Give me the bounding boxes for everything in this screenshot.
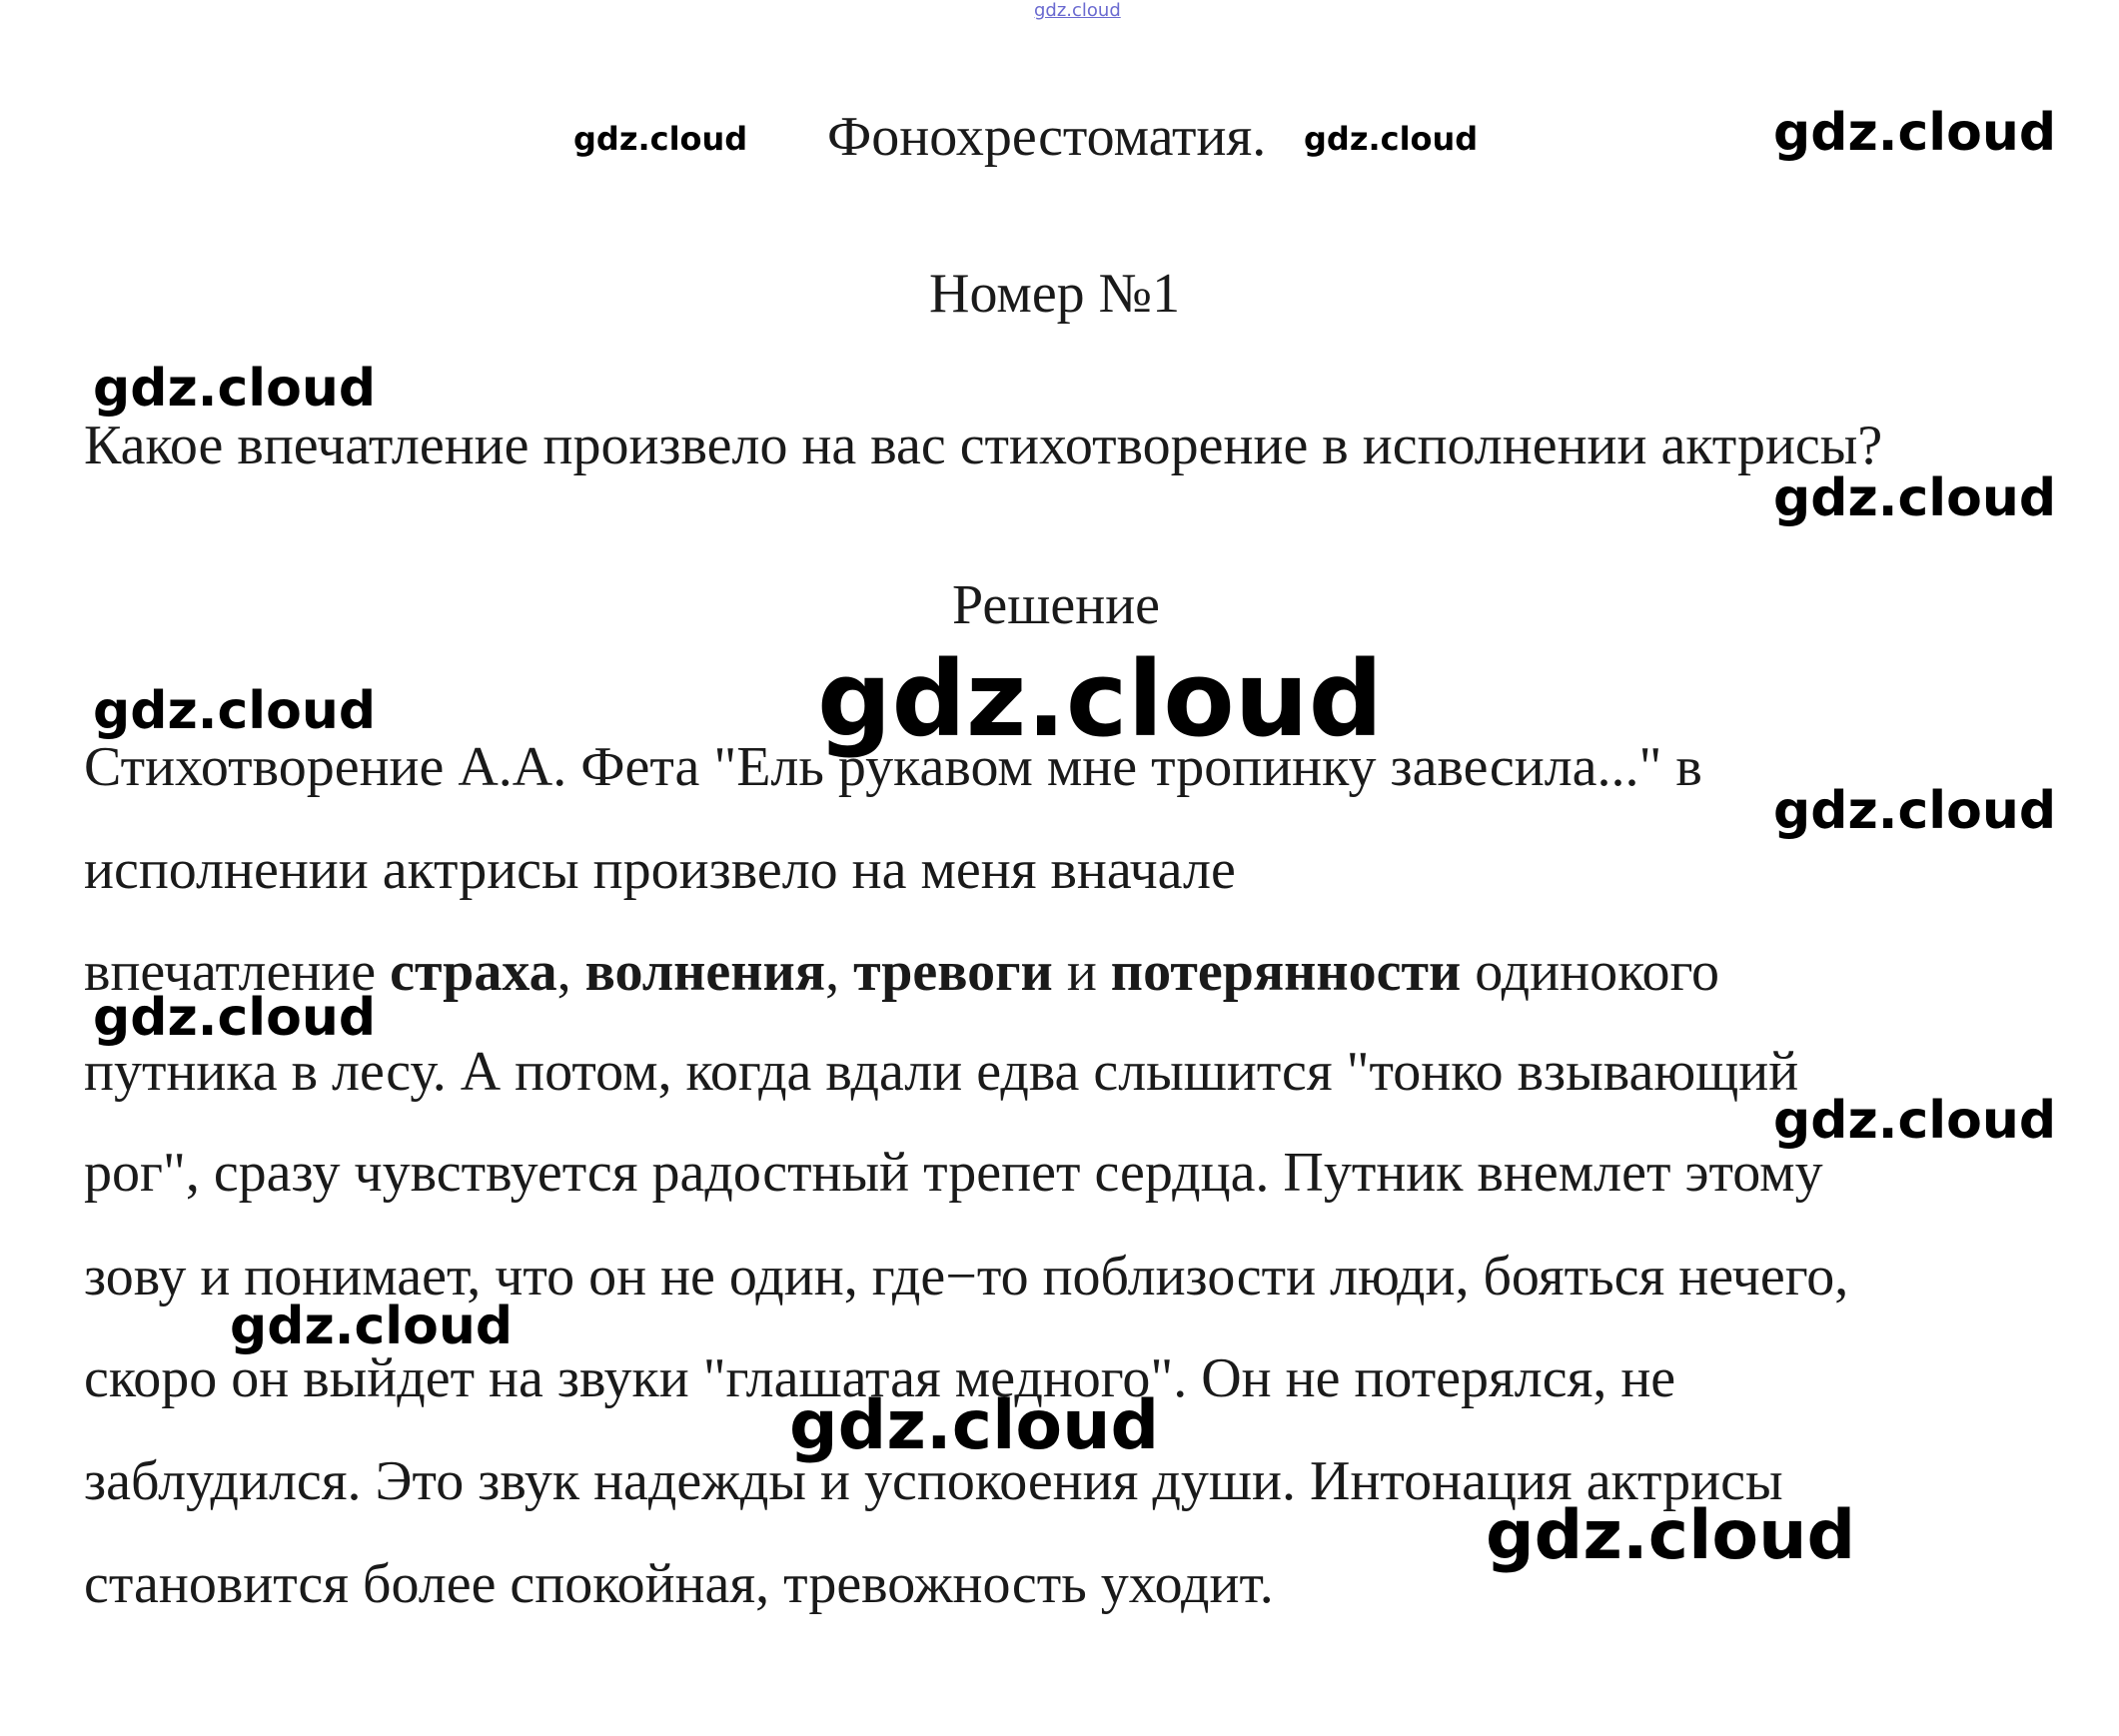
answer-text: , xyxy=(556,941,585,1003)
watermark: gdz.cloud xyxy=(1773,468,2057,528)
bold-word: потерянности xyxy=(1110,941,1462,1003)
watermark: gdz.cloud xyxy=(1486,1496,1856,1575)
solution-heading: Решение xyxy=(952,574,1161,636)
watermark: gdz.cloud xyxy=(1773,1091,2057,1151)
bold-word: тревоги xyxy=(853,941,1053,1003)
watermark: gdz.cloud xyxy=(93,988,377,1048)
watermark: gdz.cloud xyxy=(93,359,377,419)
answer-line: Стихотворение А.А. Фета "Ель рукавом мне тропинку завесила..." в xyxy=(84,736,1702,798)
bold-word: страха xyxy=(390,941,557,1003)
watermark: gdz.cloud xyxy=(230,1297,514,1356)
answer-line: рог", сразу чувствуется радостный трепет сердца. Путник внемлет этому xyxy=(84,1142,1823,1204)
watermark-top: gdz.cloud xyxy=(1034,0,1121,21)
answer-text: и xyxy=(1052,941,1111,1003)
watermark-large: gdz.cloud xyxy=(817,638,1384,760)
watermark: gdz.cloud xyxy=(1773,103,2057,163)
answer-line: скоро он выйдет на звуки "глашатая медного". Он не потерялся, не xyxy=(84,1347,1676,1409)
watermark: gdz.cloud xyxy=(789,1386,1160,1465)
answer-text: впечатление xyxy=(84,941,391,1003)
watermark: gdz.cloud xyxy=(93,681,377,741)
watermark: gdz.cloud xyxy=(1304,120,1479,158)
watermark: gdz.cloud xyxy=(573,120,748,158)
answer-line: путника в лесу. А потом, когда вдали едва слышится "тонко взывающий xyxy=(84,1041,1799,1103)
answer-line xyxy=(84,941,1720,1003)
answer-line: заблудился. Это звук надежды и успокоения души. Интонация актрисы xyxy=(84,1450,1783,1512)
answer-line: становится более спокойная, тревожность уходит. xyxy=(84,1553,1274,1615)
answer-line: исполнении актрисы произвело на меня вначале xyxy=(84,839,1236,901)
watermark: gdz.cloud xyxy=(1773,781,2057,841)
answer-text: , xyxy=(825,941,854,1003)
page-title: Фонохрестоматия. xyxy=(827,106,1267,168)
answer-line: зову и понимает, что он не один, где−то поблизости люди, бояться нечего, xyxy=(84,1246,1849,1307)
bold-word: волнения xyxy=(584,941,826,1003)
task-number: Номер №1 xyxy=(929,263,1181,325)
answer-text: одинокого xyxy=(1461,941,1720,1003)
question-text: Какое впечатление произвело на вас стихотворение в исполнении актрисы? xyxy=(84,415,1883,476)
